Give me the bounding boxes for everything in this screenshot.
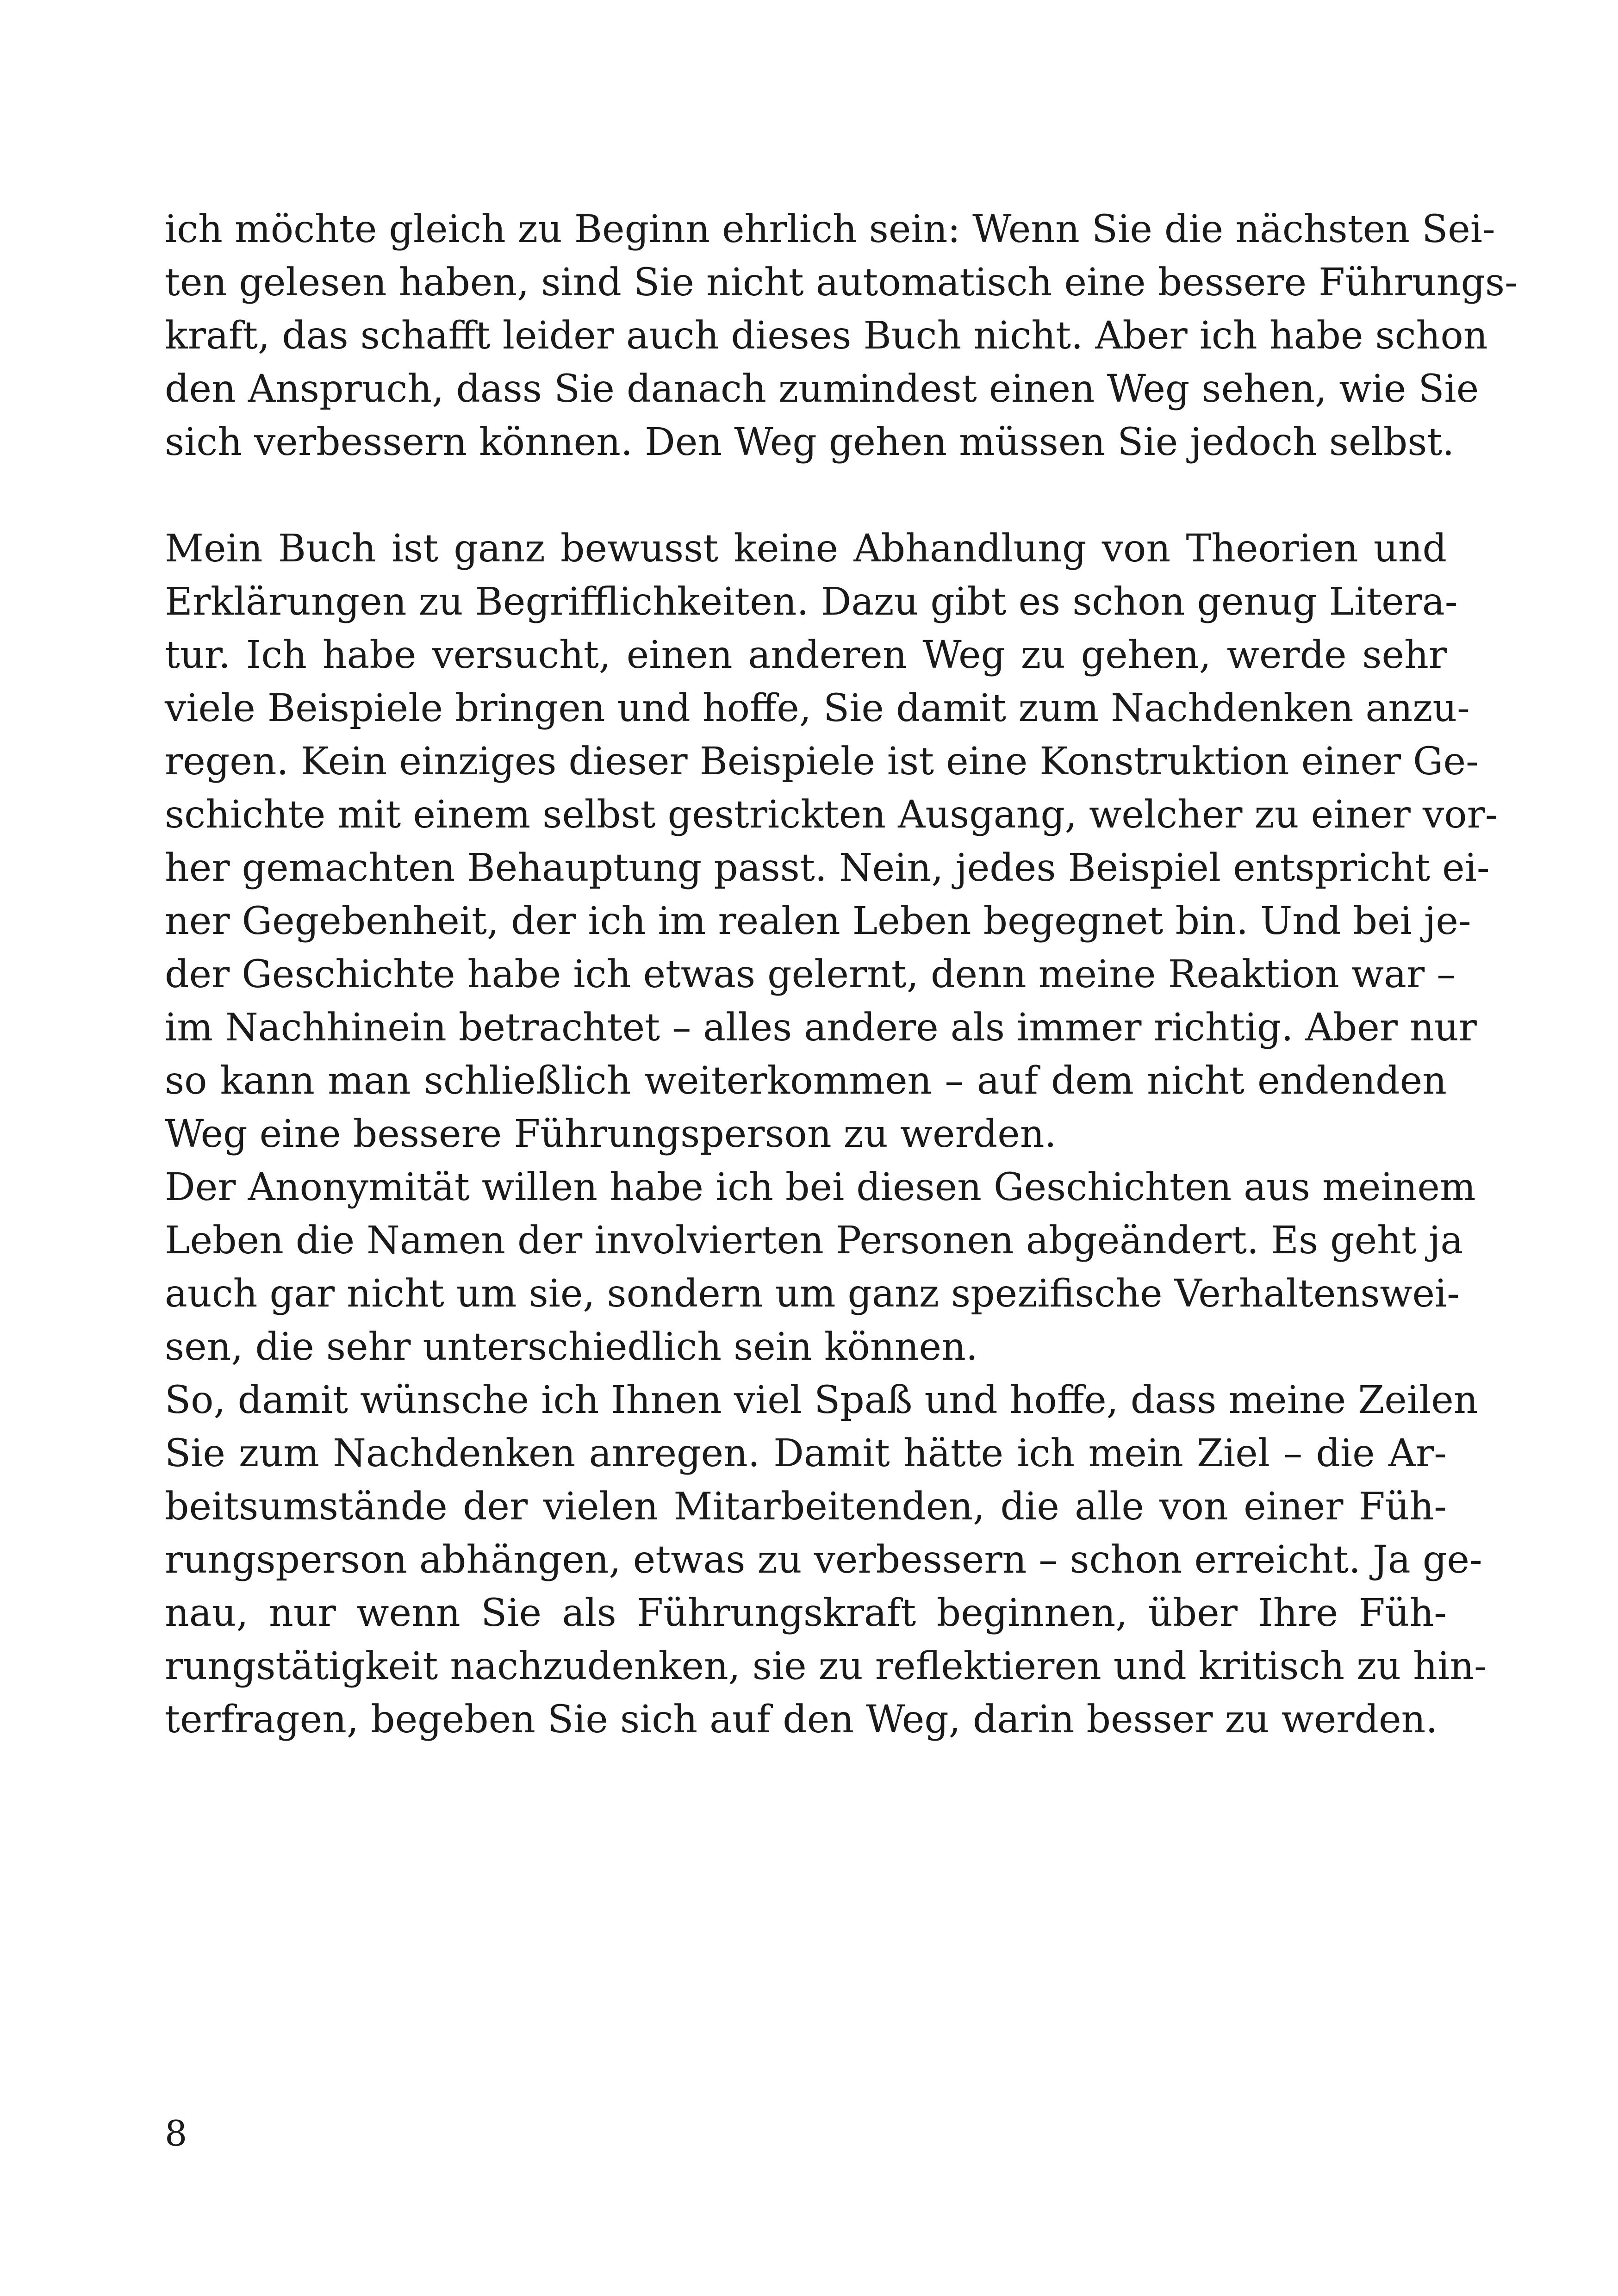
- text-line: auch gar nicht um sie, sondern um ganz spezifische Verhaltenswei-: [165, 1272, 1460, 1316]
- text-line: tur. Ich habe versucht, einen anderen Weg zu gehen, werde sehr: [165, 633, 1447, 677]
- text-line: sich verbessern können. Den Weg gehen müssen Sie jedoch selbst.: [165, 420, 1455, 464]
- text-line: ich möchte gleich zu Beginn ehrlich sein: Wenn Sie die nächsten Sei-: [165, 207, 1495, 251]
- text-line: im Nachhinein betrachtet – alles andere als immer richtig. Aber nur: [165, 1006, 1477, 1050]
- text-line: viele Beispiele bringen und hoffe, Sie damit zum Nachdenken anzu-: [165, 686, 1470, 730]
- text-line: ten gelesen haben, sind Sie nicht automatisch eine bessere Führungs-: [165, 261, 1518, 305]
- text-line: Der Anonymität willen habe ich bei diesen Geschichten aus meinem: [165, 1165, 1476, 1209]
- text-line: beitsumstände der vielen Mitarbeitenden, die alle von einer Füh-: [165, 1485, 1447, 1529]
- paragraph-gap: [165, 469, 1447, 522]
- text-line: sen, die sehr unterschiedlich sein können.: [165, 1325, 978, 1369]
- text-line: der Geschichte habe ich etwas gelernt, denn meine Reaktion war –: [165, 952, 1456, 996]
- text-line: Weg eine bessere Führungsperson zu werden.: [165, 1112, 1057, 1156]
- text-line: ner Gegebenheit, der ich im realen Leben begegnet bin. Und bei je-: [165, 899, 1471, 943]
- paragraph-2: [165, 522, 1498, 1161]
- paragraph-3: [165, 1161, 1476, 1374]
- text-line: Leben die Namen der involvierten Personen abgeändert. Es geht ja: [165, 1219, 1463, 1263]
- text-line: nau, nur wenn Sie als Führungskraft beginnen, über Ihre Füh-: [165, 1591, 1447, 1635]
- page-number: 8: [165, 2113, 187, 2154]
- text-line: schichte mit einem selbst gestrickten Ausgang, welcher zu einer vor-: [165, 793, 1498, 837]
- text-line: rungstätigkeit nachzudenken, sie zu reflektieren und kritisch zu hin-: [165, 1644, 1487, 1688]
- text-line: rungsperson abhängen, etwas zu verbessern – schon erreicht. Ja ge-: [165, 1538, 1482, 1582]
- paragraph-1: [165, 203, 1518, 469]
- text-line: So, damit wünsche ich Ihnen viel Spaß und hoffe, dass meine Zeilen: [165, 1378, 1478, 1422]
- text-line: her gemachten Behauptung passt. Nein, jedes Beispiel entspricht ei-: [165, 846, 1490, 890]
- text-line: kraft, das schafft leider auch dieses Buch nicht. Aber ich habe schon: [165, 314, 1488, 358]
- text-line: terfragen, begeben Sie sich auf den Weg, darin besser zu werden.: [165, 1698, 1438, 1742]
- text-line: Sie zum Nachdenken anregen. Damit hätte ich mein Ziel – die Ar-: [165, 1431, 1447, 1475]
- body-text: [165, 203, 1518, 1746]
- text-line: Mein Buch ist ganz bewusst keine Abhandlung von Theorien und: [165, 527, 1447, 571]
- text-line: regen. Kein einziges dieser Beispiele ist eine Konstruktion einer Ge-: [165, 740, 1479, 784]
- text-line: Erklärungen zu Begrifflichkeiten. Dazu gibt es schon genug Litera-: [165, 580, 1458, 624]
- text-line: so kann man schließlich weiterkommen – auf dem nicht endenden: [165, 1059, 1447, 1103]
- paragraph-4: [165, 1374, 1487, 1746]
- text-line: den Anspruch, dass Sie danach zumindest einen Weg sehen, wie Sie: [165, 367, 1479, 411]
